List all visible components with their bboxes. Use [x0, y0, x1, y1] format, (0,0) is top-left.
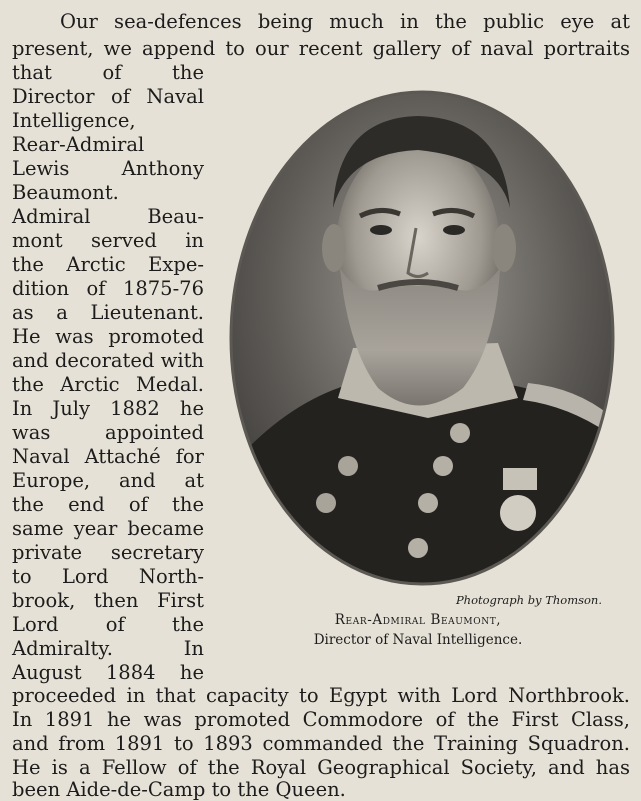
article-line: In July 1882 he — [12, 397, 204, 420]
article-line: Rear-Admiral — [12, 133, 145, 156]
photo-credit: Photograph by Thomson. — [455, 593, 602, 607]
portrait-image — [228, 88, 616, 588]
article-line: Admiral Beau- — [12, 205, 204, 228]
article-line: He was promoted — [12, 325, 204, 348]
caption-title: Director of Naval Intelligence. — [313, 632, 523, 648]
article-line: and from 1891 to 1893 commanded the Training Squadron. — [12, 732, 630, 755]
article-line: Lewis Anthony — [12, 157, 204, 180]
article-line: present, we append to our recent gallery of naval portraits — [12, 37, 630, 60]
article-line: August 1884 he — [12, 661, 204, 684]
article-line: Lord of the — [12, 613, 204, 636]
article-line: the Arctic Expe- — [12, 253, 204, 276]
article-line: He is a Fellow of the Royal Geographical Society, and has — [12, 756, 630, 779]
article-line: as a Lieutenant. — [12, 301, 204, 324]
article-line: that of the — [12, 61, 204, 84]
article-line: private secretary — [12, 541, 204, 564]
article-line: Beaumont. — [12, 181, 119, 204]
article-line: Europe, and at — [12, 469, 204, 492]
article-line: Naval Attaché for — [12, 445, 204, 468]
article-line: dition of 1875-76 — [12, 277, 204, 300]
portrait-photo — [228, 88, 616, 588]
article-line: Intelligence, — [12, 109, 136, 132]
article-line: to Lord North- — [12, 565, 204, 588]
article-line: been Aide-de-Camp to the Queen. — [12, 778, 346, 801]
article-line: was appointed — [12, 421, 204, 444]
article-line: the end of the — [12, 493, 204, 516]
article-line: In 1891 he was promoted Commodore of the First Class, — [12, 708, 630, 731]
article-line: same year became — [12, 517, 204, 540]
article-line: Admiralty. In — [12, 637, 204, 660]
article-line: Our sea-defences being much in the public eye at — [60, 10, 630, 33]
article-line: and decorated with — [12, 349, 204, 372]
article-line: proceeded in that capacity to Egypt with Lord Northbrook. — [12, 684, 630, 707]
article-line: mont served in — [12, 229, 204, 252]
article-line: the Arctic Medal. — [12, 373, 204, 396]
caption-name: Rear-Admiral Beaumont, — [334, 612, 502, 628]
article-line: Director of Naval — [12, 85, 204, 108]
article-line: brook, then First — [12, 589, 204, 612]
